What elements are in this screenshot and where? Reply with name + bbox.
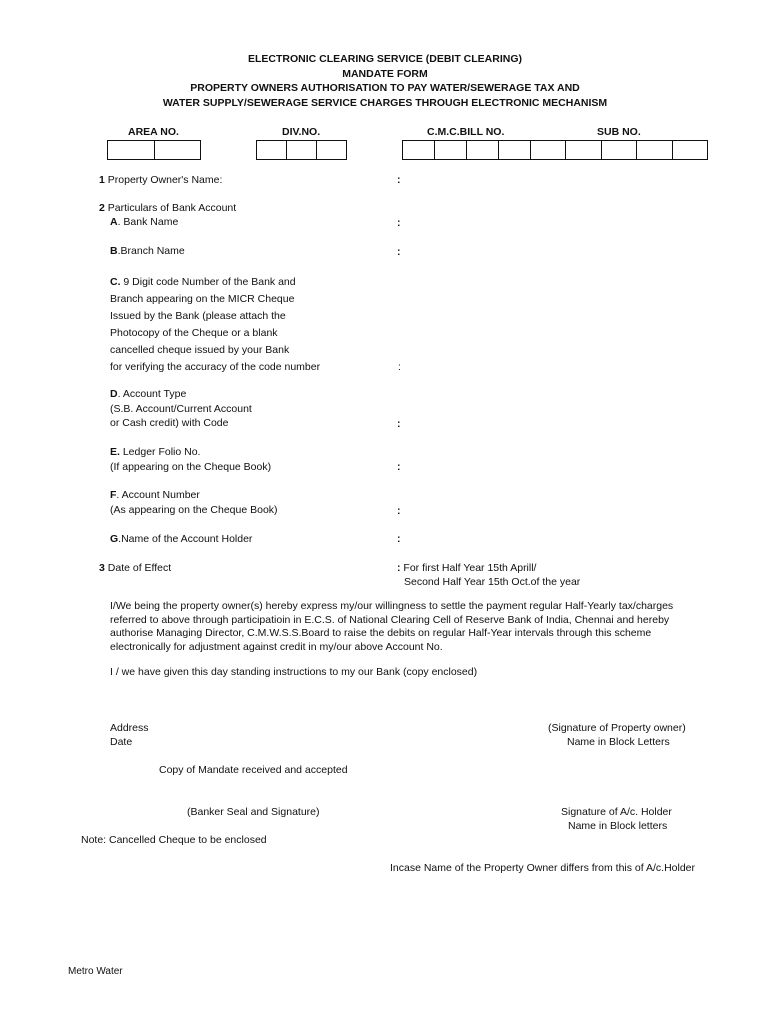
- owner-name-block-label: Name in Block Letters: [567, 736, 670, 748]
- section-2: [99, 202, 236, 215]
- div-no-cell[interactable]: [287, 141, 317, 159]
- property-owner-name-field[interactable]: :: [397, 174, 401, 186]
- div-no-label: DIV.NO.: [282, 126, 321, 138]
- date-of-effect-value: : For first Half Year 15th Aprill/: [397, 562, 537, 574]
- sub-no-cell[interactable]: [566, 141, 601, 159]
- cmc-bill-no-boxes[interactable]: [402, 140, 531, 160]
- note-text: Note: Cancelled Cheque to be enclosed: [81, 834, 267, 846]
- micr-code-field[interactable]: :: [398, 361, 401, 373]
- account-type-field[interactable]: :: [397, 418, 401, 430]
- section-3: [99, 562, 171, 575]
- sub-no-cell[interactable]: [637, 141, 672, 159]
- bank-name-label: A. Bank Name: [110, 216, 179, 228]
- area-no-label: AREA NO.: [128, 126, 179, 138]
- sub-no-boxes[interactable]: [530, 140, 708, 160]
- micr-code-label: Issued by the Bank (please attach the: [110, 310, 286, 322]
- footer-org: Metro Water: [68, 966, 123, 977]
- section-number: 1: [99, 174, 105, 186]
- copy-received-label: Copy of Mandate received and accepted: [159, 764, 348, 776]
- cmc-bill-no-cell[interactable]: [403, 141, 435, 159]
- property-owner-name-label: Property Owner's Name:: [107, 174, 223, 186]
- div-no-cell[interactable]: [257, 141, 287, 159]
- micr-code-label: cancelled cheque issued by your Bank: [110, 344, 290, 356]
- form-title-line4: WATER SUPPLY/SEWERAGE SERVICE CHARGES THROUGH ELECTRONIC MECHANISM: [162, 97, 608, 109]
- cmc-bill-no-cell[interactable]: [499, 141, 530, 159]
- account-type-label: or Cash credit) with Code: [110, 417, 229, 429]
- area-no-boxes[interactable]: [107, 140, 201, 160]
- account-holder-field[interactable]: :: [397, 533, 401, 545]
- area-no-cell[interactable]: [108, 141, 155, 159]
- holder-name-block-label: Name in Block letters: [568, 820, 668, 832]
- holder-signature-label: Signature of A/c. Holder: [561, 806, 672, 818]
- form-title-line2: MANDATE FORM: [342, 68, 428, 80]
- bank-particulars-label: Particulars of Bank Account: [107, 202, 237, 214]
- form-title-line3: PROPERTY OWNERS AUTHORISATION TO PAY WATER/SEWERAGE TAX AND: [190, 82, 580, 94]
- ledger-folio-label: E. Ledger Folio No.: [110, 446, 201, 458]
- address-label: Address: [110, 722, 149, 734]
- incase-text: Incase Name of the Property Owner differs from this of A/c.Holder: [390, 862, 696, 874]
- branch-name-field[interactable]: :: [397, 246, 401, 258]
- banker-seal-label: (Banker Seal and Signature): [187, 806, 320, 818]
- ledger-folio-label: (If appearing on the Cheque Book): [110, 461, 272, 473]
- owner-signature-label: (Signature of Property owner): [548, 722, 686, 734]
- area-no-cell[interactable]: [155, 141, 201, 159]
- sub-no-cell[interactable]: [673, 141, 707, 159]
- standing-instructions-text: I / we have given this day standing instructions to my our Bank (copy enclosed): [110, 666, 478, 678]
- account-number-label: (As appearing on the Cheque Book): [110, 504, 278, 516]
- section-1: [99, 174, 222, 187]
- cmc-bill-no-cell[interactable]: [467, 141, 499, 159]
- date-label: Date: [110, 736, 133, 748]
- form-title-line1: ELECTRONIC CLEARING SERVICE (DEBIT CLEARING): [248, 53, 522, 65]
- section-number: 2: [99, 202, 105, 214]
- declaration-paragraph: I/We being the property owner(s) hereby express my/our willingness to settle the payment regular Half-Yearly tax/charges referred to above through participatioin in E.C.S. of National Clearing Cell of Reserve Bank of India, Chennai and hereby authorise Managing Director, C.M.W.S.S.Board to raise the debits on regular Half-Year intervals through this scheme electronically for adjustment against credit in my/our above Account No.: [110, 600, 674, 653]
- branch-name-label: B.Branch Name: [110, 245, 185, 257]
- sub-no-cell[interactable]: [531, 141, 566, 159]
- micr-code-label: C. 9 Digit code Number of the Bank and: [110, 276, 296, 288]
- date-of-effect-label: Date of Effect: [107, 562, 172, 574]
- div-no-cell[interactable]: [317, 141, 346, 159]
- cmc-bill-no-cell[interactable]: [435, 141, 467, 159]
- account-number-label: F. Account Number: [110, 489, 200, 501]
- account-type-label: (S.B. Account/Current Account: [110, 403, 252, 415]
- div-no-boxes[interactable]: [256, 140, 347, 160]
- section-number: 3: [99, 562, 105, 574]
- ledger-folio-field[interactable]: :: [397, 461, 401, 473]
- date-of-effect-value-line2: Second Half Year 15th Oct.of the year: [404, 576, 581, 588]
- sub-no-label: SUB NO.: [597, 126, 641, 138]
- account-type-label: D. Account Type: [110, 388, 187, 400]
- cmc-bill-no-label: C.M.C.BILL NO.: [427, 126, 505, 138]
- account-number-field[interactable]: :: [397, 505, 401, 517]
- micr-code-label: Photocopy of the Cheque or a blank: [110, 327, 278, 339]
- account-holder-label: G.Name of the Account Holder: [110, 533, 253, 545]
- micr-code-label: Branch appearing on the MICR Cheque: [110, 293, 295, 305]
- micr-code-label: for verifying the accuracy of the code number: [110, 361, 321, 373]
- sub-no-cell[interactable]: [602, 141, 637, 159]
- bank-name-field[interactable]: :: [397, 217, 401, 229]
